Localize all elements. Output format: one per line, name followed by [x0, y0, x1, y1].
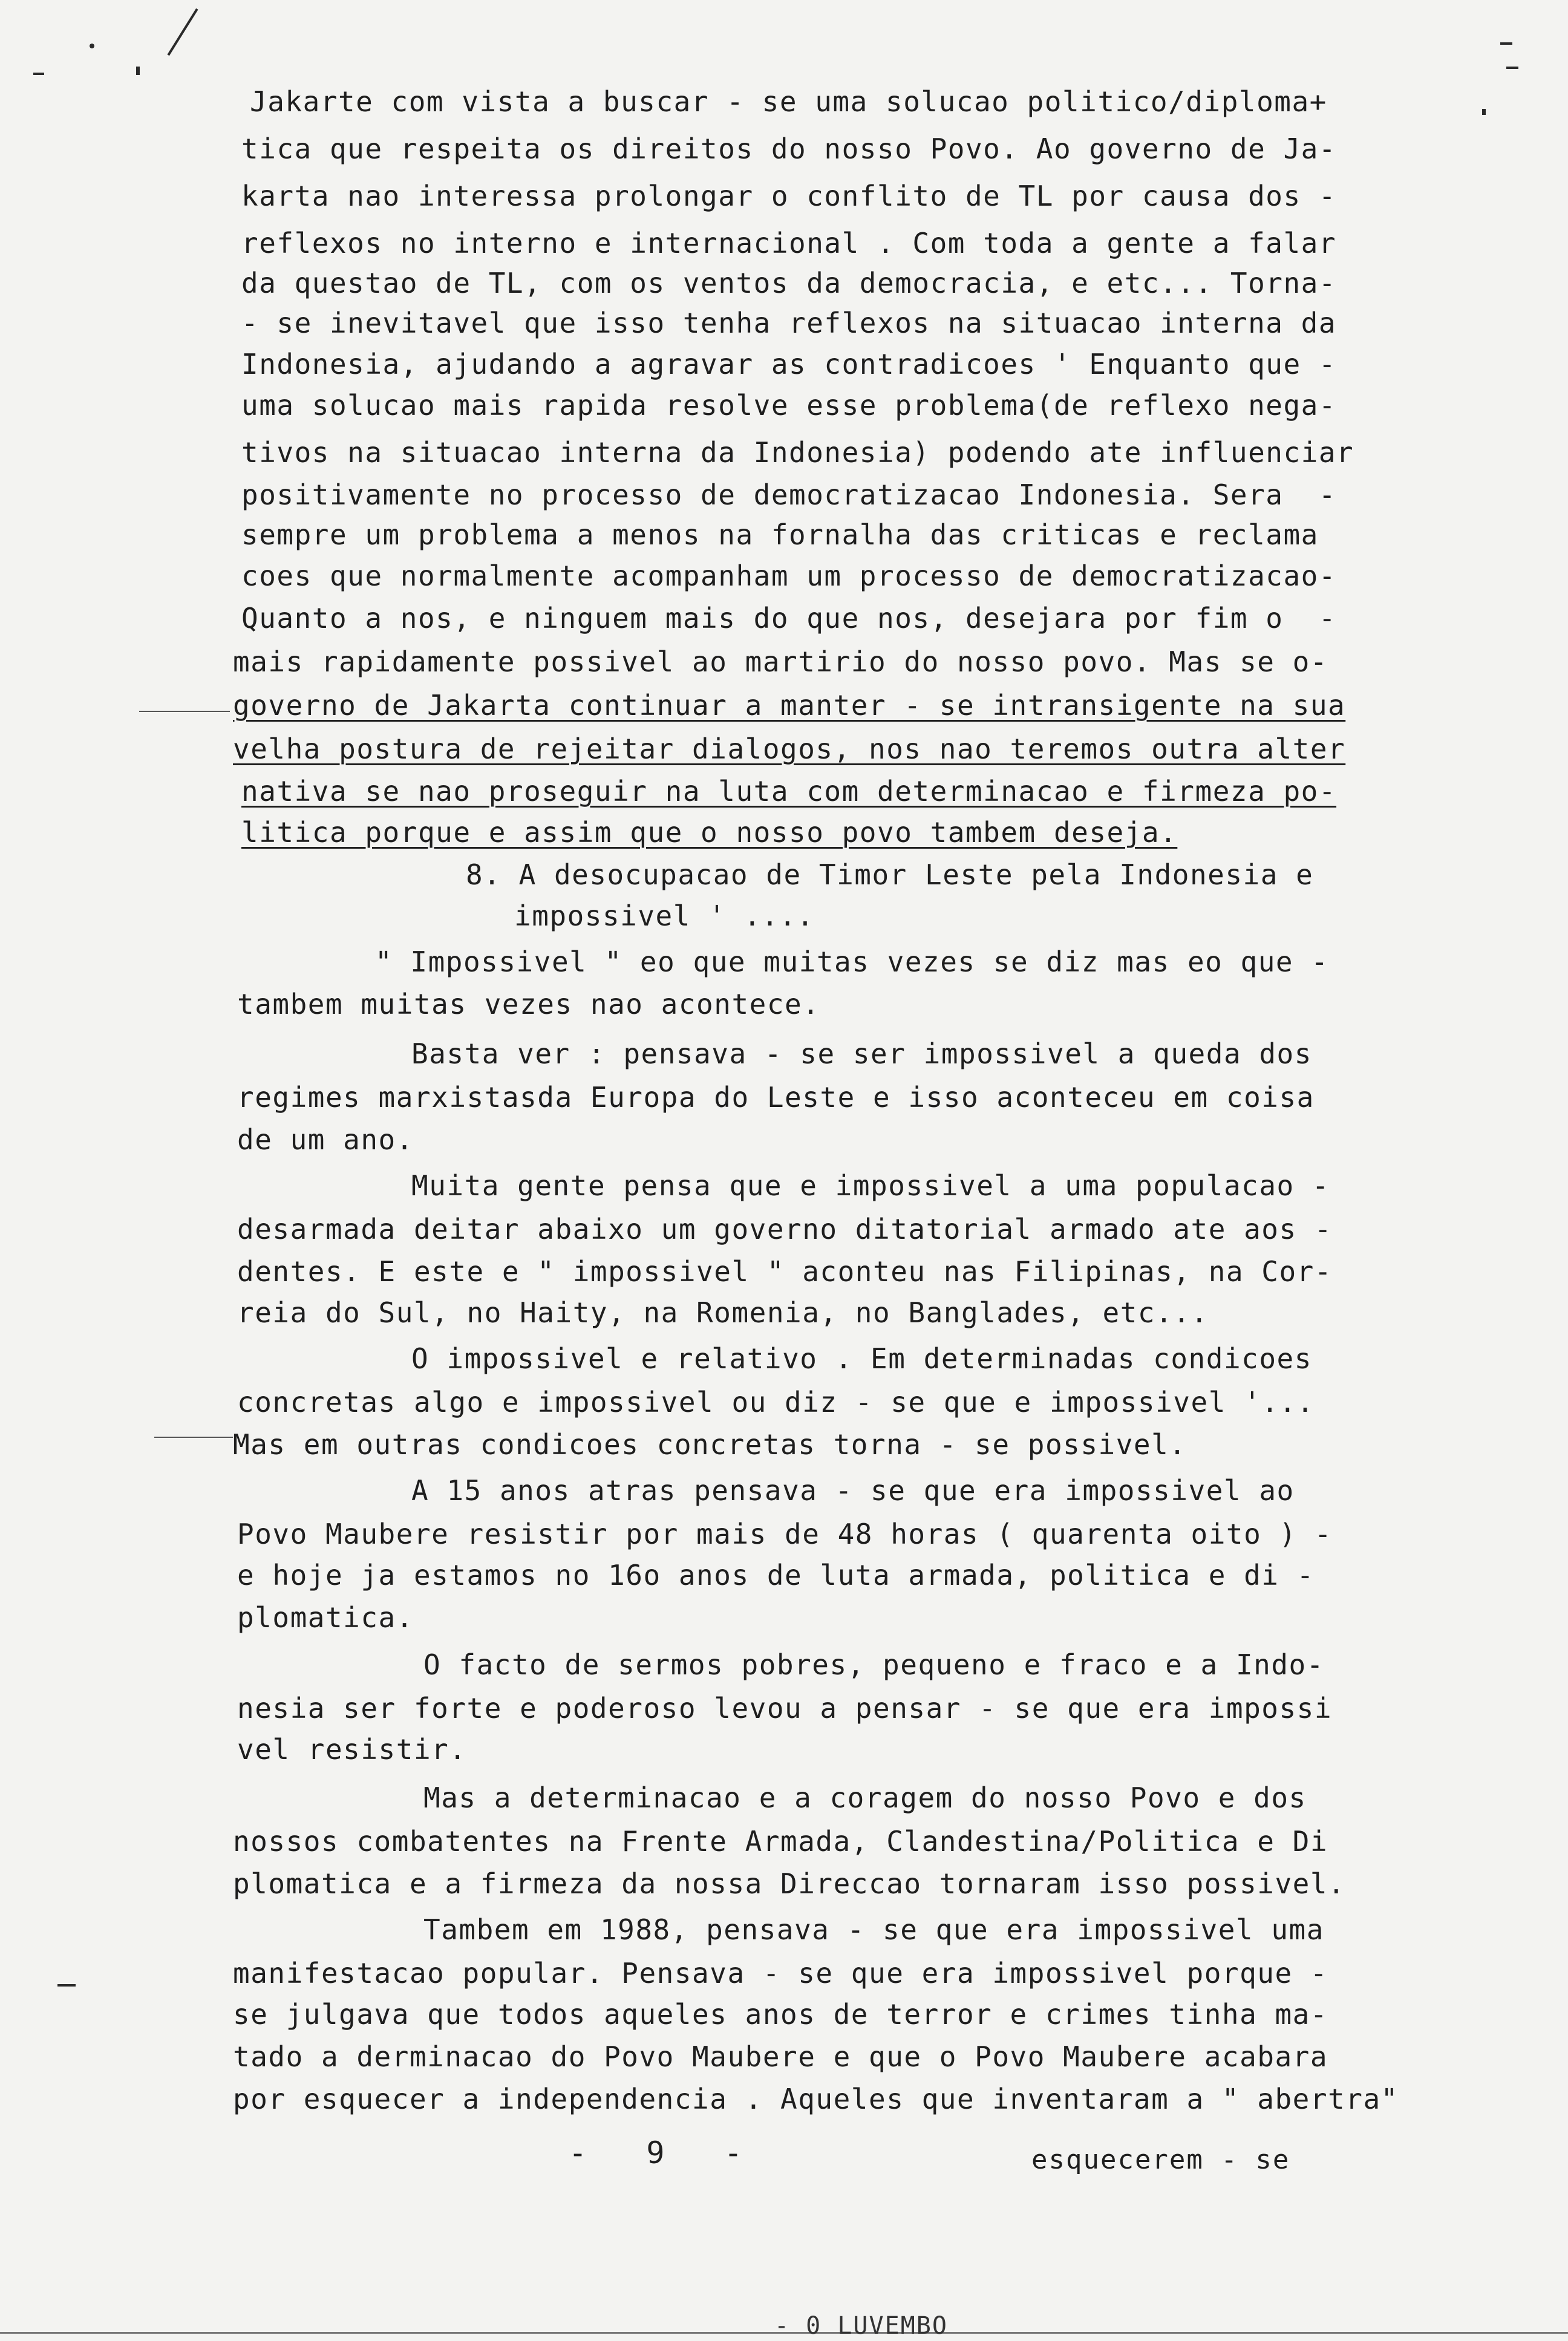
- text-line: tambem muitas vezes nao acontece.: [237, 988, 820, 1020]
- scan-speck: [1506, 67, 1518, 69]
- scan-speck: [1500, 42, 1512, 45]
- text-line: O impossivel e relativo . Em determinadas condicoes: [411, 1342, 1312, 1375]
- text-line: da questao de TL, com os ventos da democracia, e etc... Torna-: [241, 267, 1337, 299]
- text-line: mais rapidamente possivel ao martirio do nosso povo. Mas se o-: [233, 645, 1328, 678]
- underlined-text-line: nativa se nao proseguir na luta com determinacao e firmeza po-: [241, 775, 1337, 808]
- text-line: de um ano.: [237, 1123, 414, 1156]
- underlined-text-line: litica porque e assim que o nosso povo tambem deseja.: [241, 816, 1178, 849]
- text-line: uma solucao mais rapida resolve esse problema(de reflexo nega-: [241, 389, 1337, 422]
- scan-speck: [136, 67, 140, 75]
- text-line: regimes marxistasda Europa do Leste e isso aconteceu em coisa: [237, 1081, 1315, 1114]
- scan-mark-top-stroke: [167, 8, 198, 56]
- scan-speck: [1482, 109, 1486, 115]
- text-line: karta nao interessa prolongar o conflito de TL por causa dos -: [241, 180, 1337, 212]
- text-line: tivos na situacao interna da Indonesia) podendo ate influenciar: [241, 436, 1354, 469]
- text-line: O facto de sermos pobres, pequeno e fraco e a Indo-: [423, 1648, 1324, 1681]
- bottom-fragment: - 0 LUVEMBO: [774, 2312, 948, 2340]
- text-line: sempre um problema a menos na fornalha das criticas e reclama: [241, 518, 1319, 551]
- text-line: plomatica e a firmeza da nossa Direccao tornaram isso possivel.: [233, 1867, 1346, 1900]
- text-line: nesia ser forte e poderoso levou a pensar - se que era impossi: [237, 1692, 1333, 1725]
- text-line: " Impossivel " eo que muitas vezes se diz mas eo que -: [375, 945, 1329, 978]
- underlined-text-line: velha postura de rejeitar dialogos, nos nao teremos outra alter: [233, 733, 1346, 765]
- text-line: Jakarte com vista a buscar - se uma solucao politico/diploma+: [250, 85, 1327, 118]
- text-line: reia do Sul, no Haity, na Romenia, no Banglades, etc...: [237, 1296, 1209, 1329]
- underlined-text-line: governo de Jakarta continuar a manter - se intransigente na sua: [233, 689, 1346, 722]
- text-line: tado a derminacao do Povo Maubere e que o Povo Maubere acabara: [233, 2040, 1328, 2073]
- margin-line-1: [139, 711, 230, 712]
- text-line: Muita gente pensa que e impossivel a uma populacao -: [411, 1169, 1330, 1202]
- text-line: positivamente no processo de democratizacao Indonesia. Sera -: [241, 478, 1337, 511]
- margin-line-2: [154, 1437, 233, 1438]
- text-line: nossos combatentes na Frente Armada, Clandestina/Politica e Di: [233, 1825, 1328, 1858]
- scan-speck: [90, 44, 94, 48]
- text-line: manifestacao popular. Pensava - se que era impossivel porque -: [233, 1957, 1328, 1990]
- catchword: esquecerem - se: [1031, 2144, 1290, 2175]
- text-line: Povo Maubere resistir por mais de 48 horas ( quarenta oito ) -: [237, 1518, 1333, 1550]
- text-line: Mas em outras condicoes concretas torna - se possivel.: [233, 1428, 1187, 1461]
- text-line: Quanto a nos, e ninguem mais do que nos, desejara por fim o -: [241, 602, 1337, 635]
- text-line: por esquecer a independencia . Aqueles que inventaram a " abertra": [233, 2083, 1399, 2115]
- text-line: Tambem em 1988, pensava - se que era impossivel uma: [423, 1913, 1324, 1946]
- section-heading-continued: impossivel ' ....: [514, 900, 815, 932]
- text-line: e hoje ja estamos no 16o anos de luta armada, politica e di -: [237, 1559, 1315, 1592]
- text-line: Mas a determinacao e a coragem do nosso Povo e dos: [423, 1781, 1307, 1814]
- text-line: reflexos no interno e internacional . Com toda a gente a falar: [241, 227, 1337, 260]
- text-line: - se inevitavel que isso tenha reflexos na situacao interna da: [241, 307, 1337, 339]
- text-line: plomatica.: [237, 1601, 414, 1634]
- text-line: dentes. E este e " impossivel " aconteu nas Filipinas, na Cor-: [237, 1255, 1333, 1288]
- text-line: desarmada deitar abaixo um governo ditatorial armado ate aos -: [237, 1213, 1333, 1246]
- section-heading: 8. A desocupacao de Timor Leste pela Indonesia e: [466, 858, 1314, 891]
- scan-speck: [33, 73, 44, 75]
- scan-speck: [57, 1984, 76, 1987]
- text-line: vel resistir.: [237, 1733, 467, 1766]
- page-number: - 9 -: [569, 2135, 743, 2170]
- text-line: coes que normalmente acompanham um processo de democratizacao-: [241, 560, 1337, 592]
- text-line: Indonesia, ajudando a agravar as contradicoes ' Enquanto que -: [241, 348, 1337, 380]
- text-line: tica que respeita os direitos do nosso Povo. Ao governo de Ja-: [241, 132, 1337, 165]
- text-line: concretas algo e impossivel ou diz - se que e impossivel '...: [237, 1386, 1315, 1419]
- text-line: A 15 anos atras pensava - se que era impossivel ao: [411, 1474, 1295, 1507]
- text-line: se julgava que todos aqueles anos de terror e crimes tinha ma-: [233, 1998, 1328, 2031]
- text-line: Basta ver : pensava - se ser impossivel a queda dos: [411, 1037, 1312, 1070]
